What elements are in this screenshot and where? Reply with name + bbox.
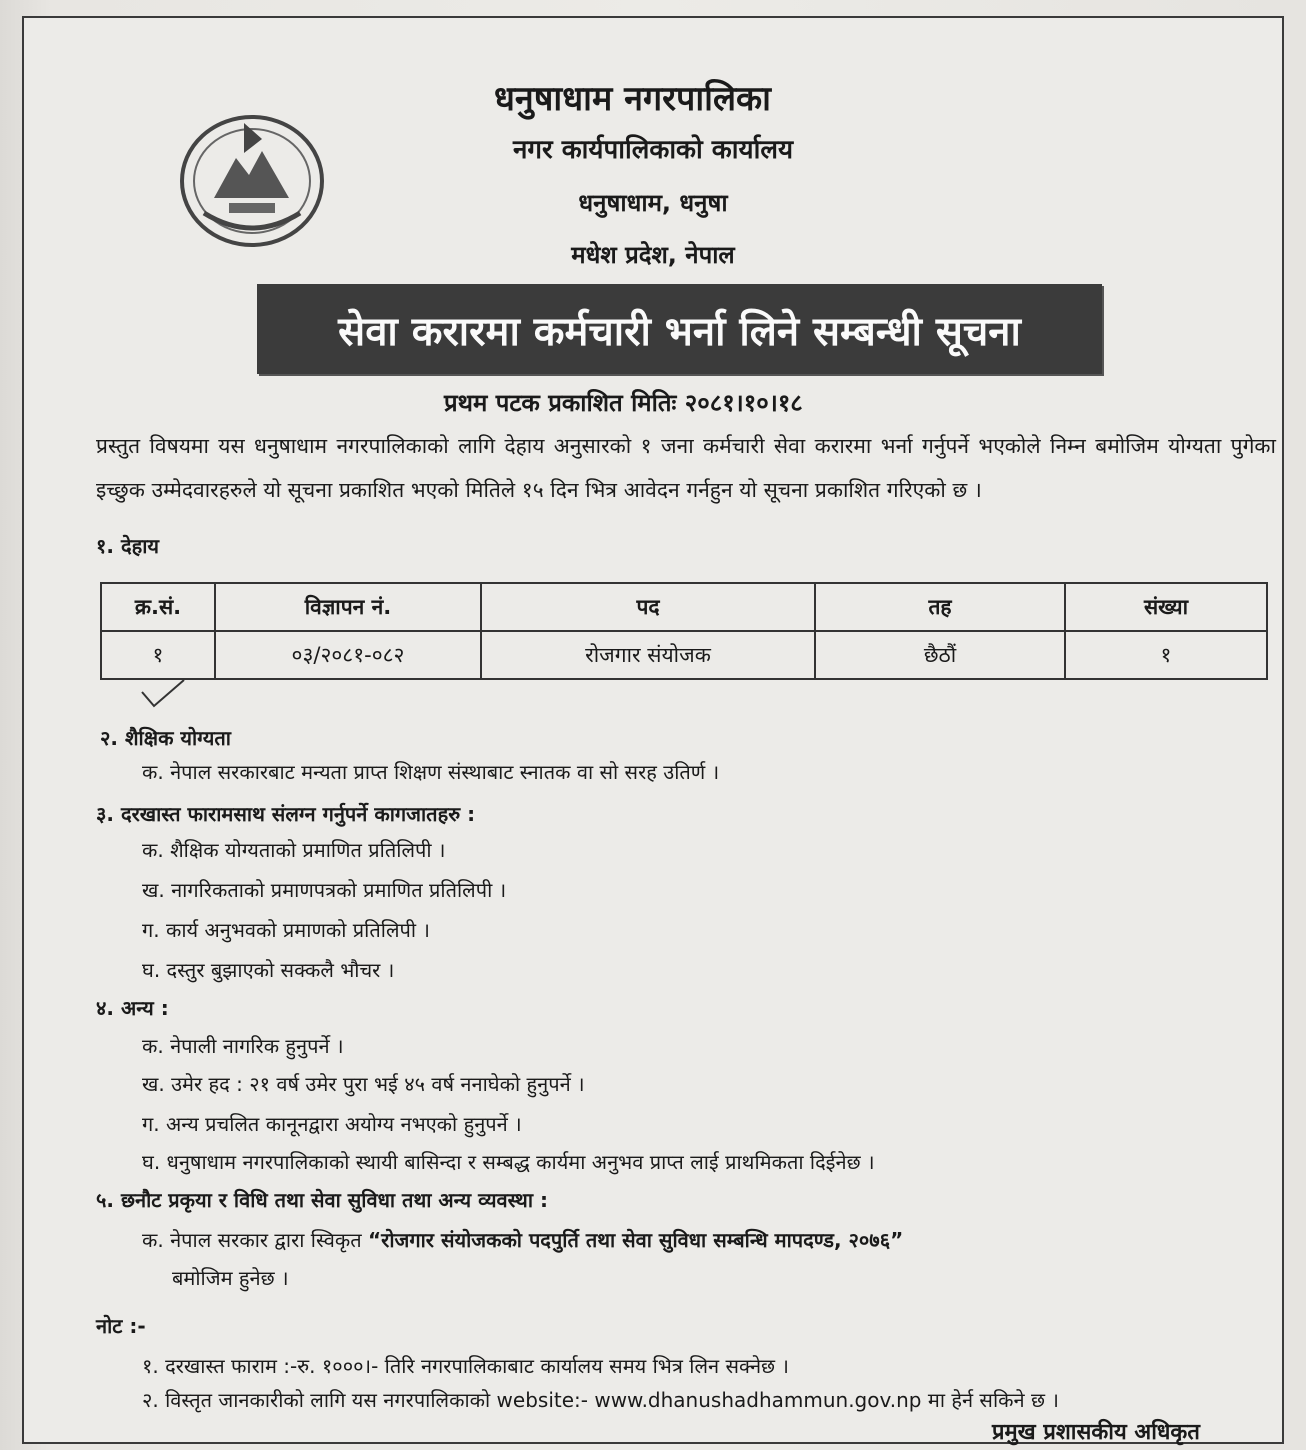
- cell-serial: १: [101, 631, 215, 679]
- notice-title: सेवा करारमा कर्मचारी भर्ना लिने सम्बन्धी सूचना: [257, 284, 1102, 374]
- col-header-serial: क्र.सं.: [101, 583, 215, 631]
- province: मधेश प्रदेश, नेपाल: [571, 241, 735, 269]
- office-name: नगर कार्यपालिकाको कार्यालय: [512, 135, 794, 165]
- section3-item-1: क. शैक्षिक योग्यताको प्रमाणित प्रतिलिपी ।: [142, 838, 446, 862]
- note-item-1: १. दरखास्त फाराम :-रु. १०००।- तिरि नगरपालिकाबाट कार्यालय समय भित्र लिन सक्नेछ ।: [142, 1354, 789, 1378]
- section3-item-3: ग. कार्य अनुभवको प्रमाणको प्रतिलिपी ।: [142, 918, 430, 942]
- cell-level: छैठौं: [815, 631, 1065, 679]
- section4-item-2: ख. उमेर हद : २१ वर्ष उमेर पुरा भई ४५ वर्ष ननाघेको हुनुपर्ने ।: [142, 1072, 585, 1096]
- col-header-level: तह: [815, 583, 1065, 631]
- notice-box: [22, 16, 1284, 1444]
- municipality-name: धनुषाधाम नगरपालिका: [494, 79, 771, 119]
- section4-heading: ४. अन्य :: [96, 996, 169, 1020]
- section5-item-prefix: क. नेपाल सरकार द्वारा स्विकृत: [142, 1228, 369, 1252]
- section4-item-1: क. नेपाली नागरिक हुनुपर्ने ।: [142, 1034, 344, 1058]
- published-date: प्रथम पटक प्रकाशित मितिः २०८१।१०।१८: [444, 389, 803, 417]
- col-header-count: संख्या: [1065, 583, 1267, 631]
- handwritten-tick-icon: [140, 678, 186, 710]
- note-item-2: २. विस्तृत जानकारीको लागि यस नगरपालिकाको website:- www.dhanushadhammun.gov.np मा हेर्न सकिने छ ।: [142, 1388, 1059, 1412]
- intro-paragraph: प्रस्तुत विषयमा यस धनुषाधाम नगरपालिकाको लागि देहाय अनुसारको १ जना कर्मचारी सेवा करारमा भर्ना गर्नुपर्ने भएकोले निम्न बमोजिम योग्यता पुगेका इच्छुक उम्मेदवारहरुले यो सूचना प्रकाशित भएको मितिले १५ दिन भित्र आवेदन गर्नहुन यो सूचना प्रकाशित गरिएको छ ।: [96, 434, 1276, 502]
- section5-heading: ५. छनौट प्रकृया र विधि तथा सेवा सुविधा तथा अन्य व्यवस्था :: [96, 1188, 548, 1212]
- cell-post: रोजगार संयोजक: [481, 631, 815, 679]
- section1-heading: १. देहाय: [96, 534, 159, 558]
- section3-item-2: ख. नागरिकताको प्रमाणपत्रको प्रमाणित प्रतिलिपी ।: [142, 878, 507, 902]
- section2-heading: २. शैक्षिक योग्यता: [100, 726, 231, 750]
- section5-item: [142, 1226, 903, 1253]
- section5-item-bold: “रोजगार संयोजकको पदपुर्ति तथा सेवा सुविधा सम्बन्धि मापदण्ड, २०७६”: [368, 1228, 904, 1252]
- col-header-ad-number: विज्ञापन नं.: [215, 583, 481, 631]
- cell-ad-number: ०३/२०८१-०८२: [215, 631, 481, 679]
- cell-count: १: [1065, 631, 1267, 679]
- notes-heading: नोट :-: [96, 1314, 146, 1338]
- section2-item: क. नेपाल सरकारबाट मन्यता प्राप्त शिक्षण संस्थाबाट स्नातक वा सो सरह उतिर्ण ।: [142, 760, 720, 784]
- signature-title: प्रमुख प्रशासकीय अधिकृत: [992, 1420, 1200, 1445]
- section3-heading: ३. दरखास्त फारामसाथ संलग्न गर्नुपर्ने कागजातहरु :: [96, 802, 476, 826]
- section5-item-suffix: बमोजिम हुनेछ ।: [172, 1266, 289, 1290]
- table-row: [101, 631, 1267, 679]
- col-header-post: पद: [481, 583, 815, 631]
- vacancy-table: [100, 582, 1268, 680]
- location: धनुषाधाम, धनुषा: [578, 189, 728, 217]
- section4-item-3: ग. अन्य प्रचलित कानूनद्वारा अयोग्य नभएको हुनुपर्ने ।: [142, 1112, 522, 1136]
- table-header-row: [101, 583, 1267, 631]
- nepal-government-emblem-icon: [174, 103, 329, 253]
- section3-item-4: घ. दस्तुर बुझाएको सक्कलै भौचर ।: [142, 958, 395, 982]
- section4-item-4: घ. धनुषाधाम नगरपालिकाको स्थायी बासिन्दा र सम्बद्ध कार्यमा अनुभव प्राप्त लाई प्राथमिकता दिईनेछ ।: [142, 1150, 875, 1174]
